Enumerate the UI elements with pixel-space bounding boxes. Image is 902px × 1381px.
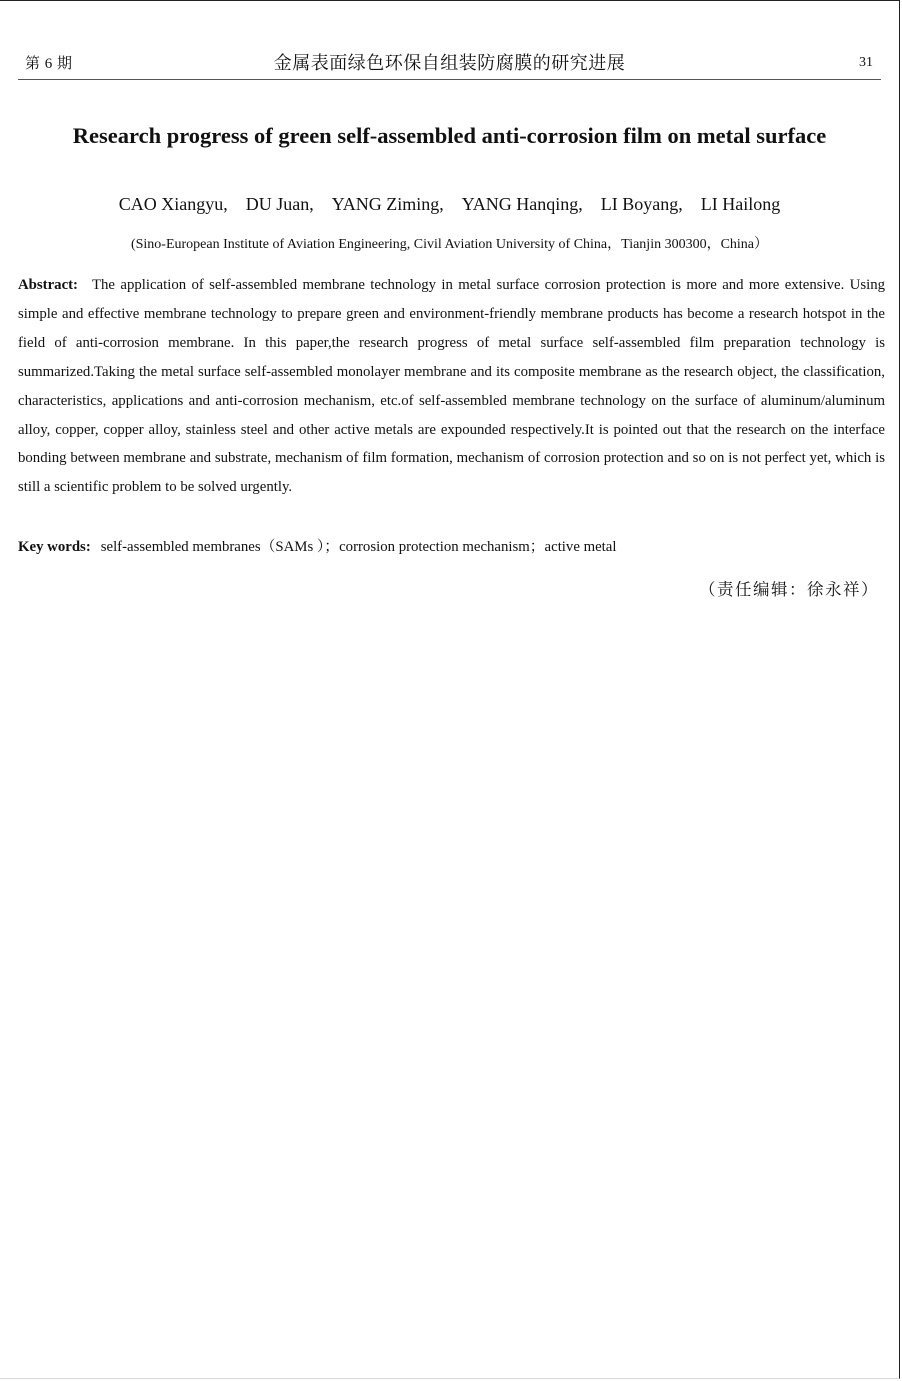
responsible-editor-note: （责任编辑：徐永祥） [699,580,879,599]
article-title: Research progress of green self-assembled anti-corrosion film on metal surface [72,123,827,148]
keywords-text: self-assembled membranes（SAMs ）；corrosion protection mechanism；active metal [100,539,617,555]
keywords [18,535,885,559]
journal-running-title: 金属表面绿色环保自组装防腐膜的研究进展 [273,53,626,73]
author-list: CAO Xiangyu, DU Juan, YANG Ziming, YANG Hanqing, LI Boyang, LI Hailong [118,194,781,214]
keywords-label: Key words: [18,539,91,555]
abstract-text: The application of self-assembled membrane technology in metal surface corrosion protection is more and more extensive. Using simple and effective membrane technology to prepare green and environment-friendly membrane products has become a research hotspot in the field of anti-corrosion membrane. In this paper,the research progress of metal surface self-assembled film preparation technology is summarized.Taking the metal surface self-assembled monolayer membrane and its composite membrane as the research object, the classification, characteristics, applications and anti-corrosion mechanism, etc.of self-assembled membrane technology on the surface of aluminum/aluminum alloy, copper, copper alloy, stainless steel and other active metals are expounded respectively.It is pointed out that the research on the interface bonding between membrane and substrate, mechanism of film formation, mechanism of corrosion protection and so on is not perfect yet, which is still a scientific problem to be solved urgently. [18,277,885,496]
abstract-label: Abstract: [18,277,78,293]
page-number: 31 [859,55,873,70]
author-affiliation: (Sino-European Institute of Aviation Engineering, Civil Aviation University of China，Tianjin 300300，China） [130,237,769,252]
abstract [18,271,885,502]
issue-label: 第 6 期 [25,56,73,72]
running-header [18,45,881,80]
